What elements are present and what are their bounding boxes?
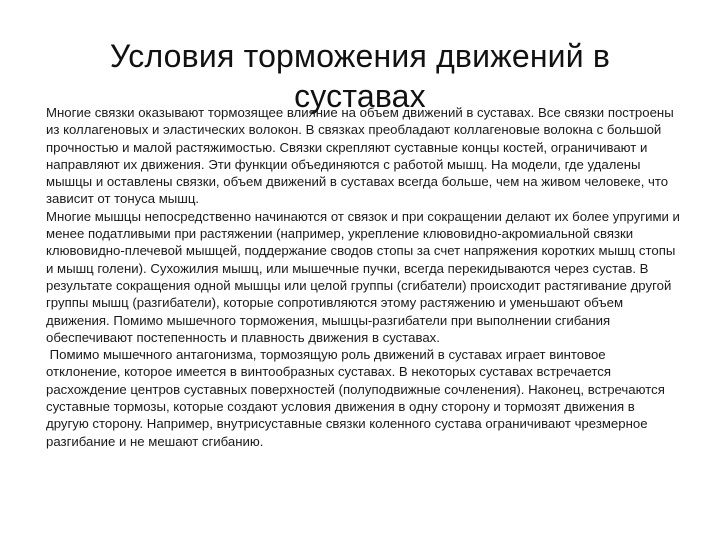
body-paragraph-ligaments: Многие связки оказывают тормозящее влияние на объем движений в суставах. Все связки построены из коллагеновых и эластических волокон. В связках преобладают коллагеновые волокна с большой прочностью и малой растяжимостью. Связки скрепляют суставные концы костей, ограничивают и направляют их движения. Эти функции объединяются с работой мышц. На модели, где удалены мышцы и оставлены связки, объем движений в суставах всегда больше, чем на живом человеке, что зависит от тонуса мышц. xyxy=(46,105,678,207)
body-paragraph-muscles: Многие мышцы непосредственно начинаются от связок и при сокращении делают их более упругими и менее податливыми при растяжении (например, укрепление клювовидно-акромиальной связки клювовидно-плечевой мышцей, поддержание сводов стопы за счет напряжения коротких мышц стопы и мышц голени). Сухожилия мышц, или мышечные пучки, всегда перекидываются через сустав. В результате сокращения одной мышцы или целой группы (сгибатели) происходит растягивание другой группы мышц (разгибатели), которые сопротивляются этому растяжению и уменьшают объем движения. Помимо мышечного торможения, мышцы-разгибатели при выполнении сгибания обеспечивают постепенность и плавность движения в суставах. xyxy=(46,208,684,345)
body-paragraph-other-factors: Помимо мышечного антагонизма, тормозящую роль движений в суставах играет винтовое отклонение, которое имеется в винтообразных суставах. В некоторых суставах встречается расхождение центров суставных поверхностей (полуподвижные сочленения). Наконец, встречаются суставные тормозы, которые создают условия движения в одну сторону и тормозят движения в другую сторону. Например, внутрисуставные связки коленного сустава ограничивают чрезмерное разгибание и не мешают сгибанию. xyxy=(46,347,669,449)
slide-body xyxy=(46,104,684,450)
slide-title: Условия торможения движений в суставах xyxy=(109,38,611,114)
